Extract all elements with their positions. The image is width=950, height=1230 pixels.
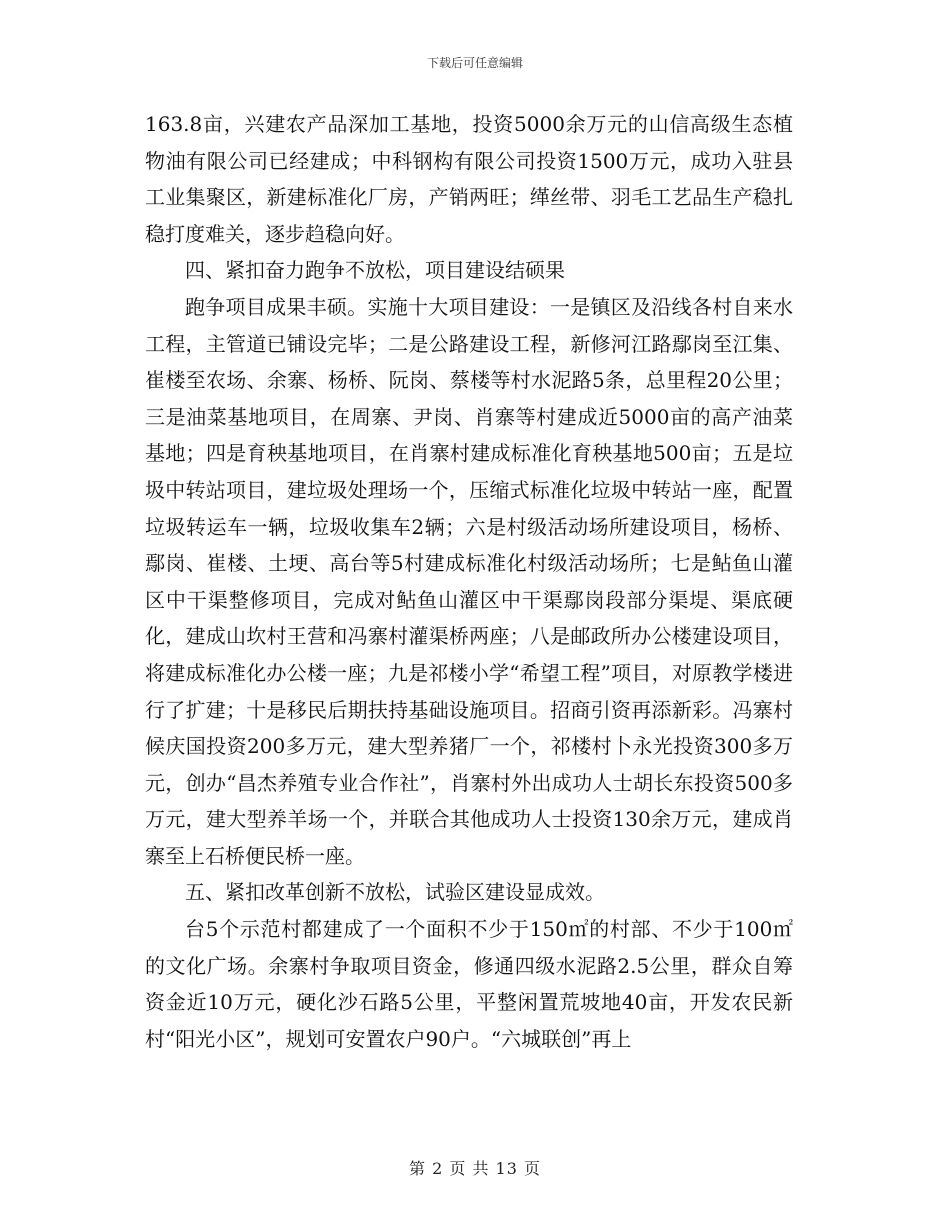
paragraph-pilot-zone: 台5个示范村都建成了一个面积不少于150㎡的村部、不少于100㎡的文化广场。余寨村争取项目资金，修通四级水泥路2.5公里，群众自筹资金近10万元，硬化沙石路5公里，平整闲置荒坡地40亩，开发农民新村“阳光小区”，规划可安置农户90户。“六城联创”再上	[145, 917, 793, 1051]
section-heading-five: 五、紧扣改革创新不放松，试验区建设显成效。	[185, 880, 605, 905]
page-footer-number: 第 2 页 共 13 页	[409, 1159, 541, 1178]
paragraph-continuation: 163.8亩，兴建农产品深加工基地，投资5000余万元的山信高级生态植物油有限公司已经建成；中科钢构有限公司投资1500万元，成功入驻县工业集聚区，新建标准化厂房，产销两旺；缂丝带、羽毛工艺品生产稳扎稳打度难关，逐步趋稳向好。	[145, 112, 793, 246]
document-body	[145, 106, 793, 1057]
paragraph-projects: 跑争项目成果丰硕。实施十大项目建设：一是镇区及沿线各村自来水工程，主管道已铺设完毕；二是公路建设工程，新修河江路鄢岗至江集、崔楼至农场、余寨、杨桥、阮岗、蔡楼等村水泥路5条，总里程20公里；三是油菜基地项目，在周寨、尹岗、肖寨等村建成近5000亩的高产油菜基地；四是育秧基地项目，在肖寨村建成标准化育秧基地500亩；五是垃圾中转站项目，建垃圾处理场一个，压缩式标准化垃圾中转站一座，配置垃圾转运车一辆，垃圾收集车2辆；六是村级活动场所建设项目，杨桥、鄢岗、崔楼、土埂、高台等5村建成标准化村级活动场所；七是鲇鱼山灌区中干渠整修项目，完成对鲇鱼山灌区中干渠鄢岗段部分渠堤、渠底硬化，建成山坎村王营和冯寨村灌渠桥两座；八是邮政所办公楼建设项目，将建成标准化办公楼一座；九是祁楼小学“希望工程”项目，对原教学楼进行了扩建；十是移民后期扶持基础设施项目。招商引资再添新彩。冯寨村候庆国投资200多万元，建大型养猪厂一个，祁楼村卜永光投资300多万元，创办“昌杰养殖专业合作社”，肖寨村外出成功人士胡长东投资500多万元，建大型养羊场一个，并联合其他成功人士投资130余万元，建成肖寨至上石桥便民桥一座。	[145, 294, 793, 868]
page-header-note: 下载后可任意编辑	[426, 56, 523, 70]
section-heading-four: 四、紧扣奋力跑争不放松，项目建设结硕果	[185, 258, 565, 283]
